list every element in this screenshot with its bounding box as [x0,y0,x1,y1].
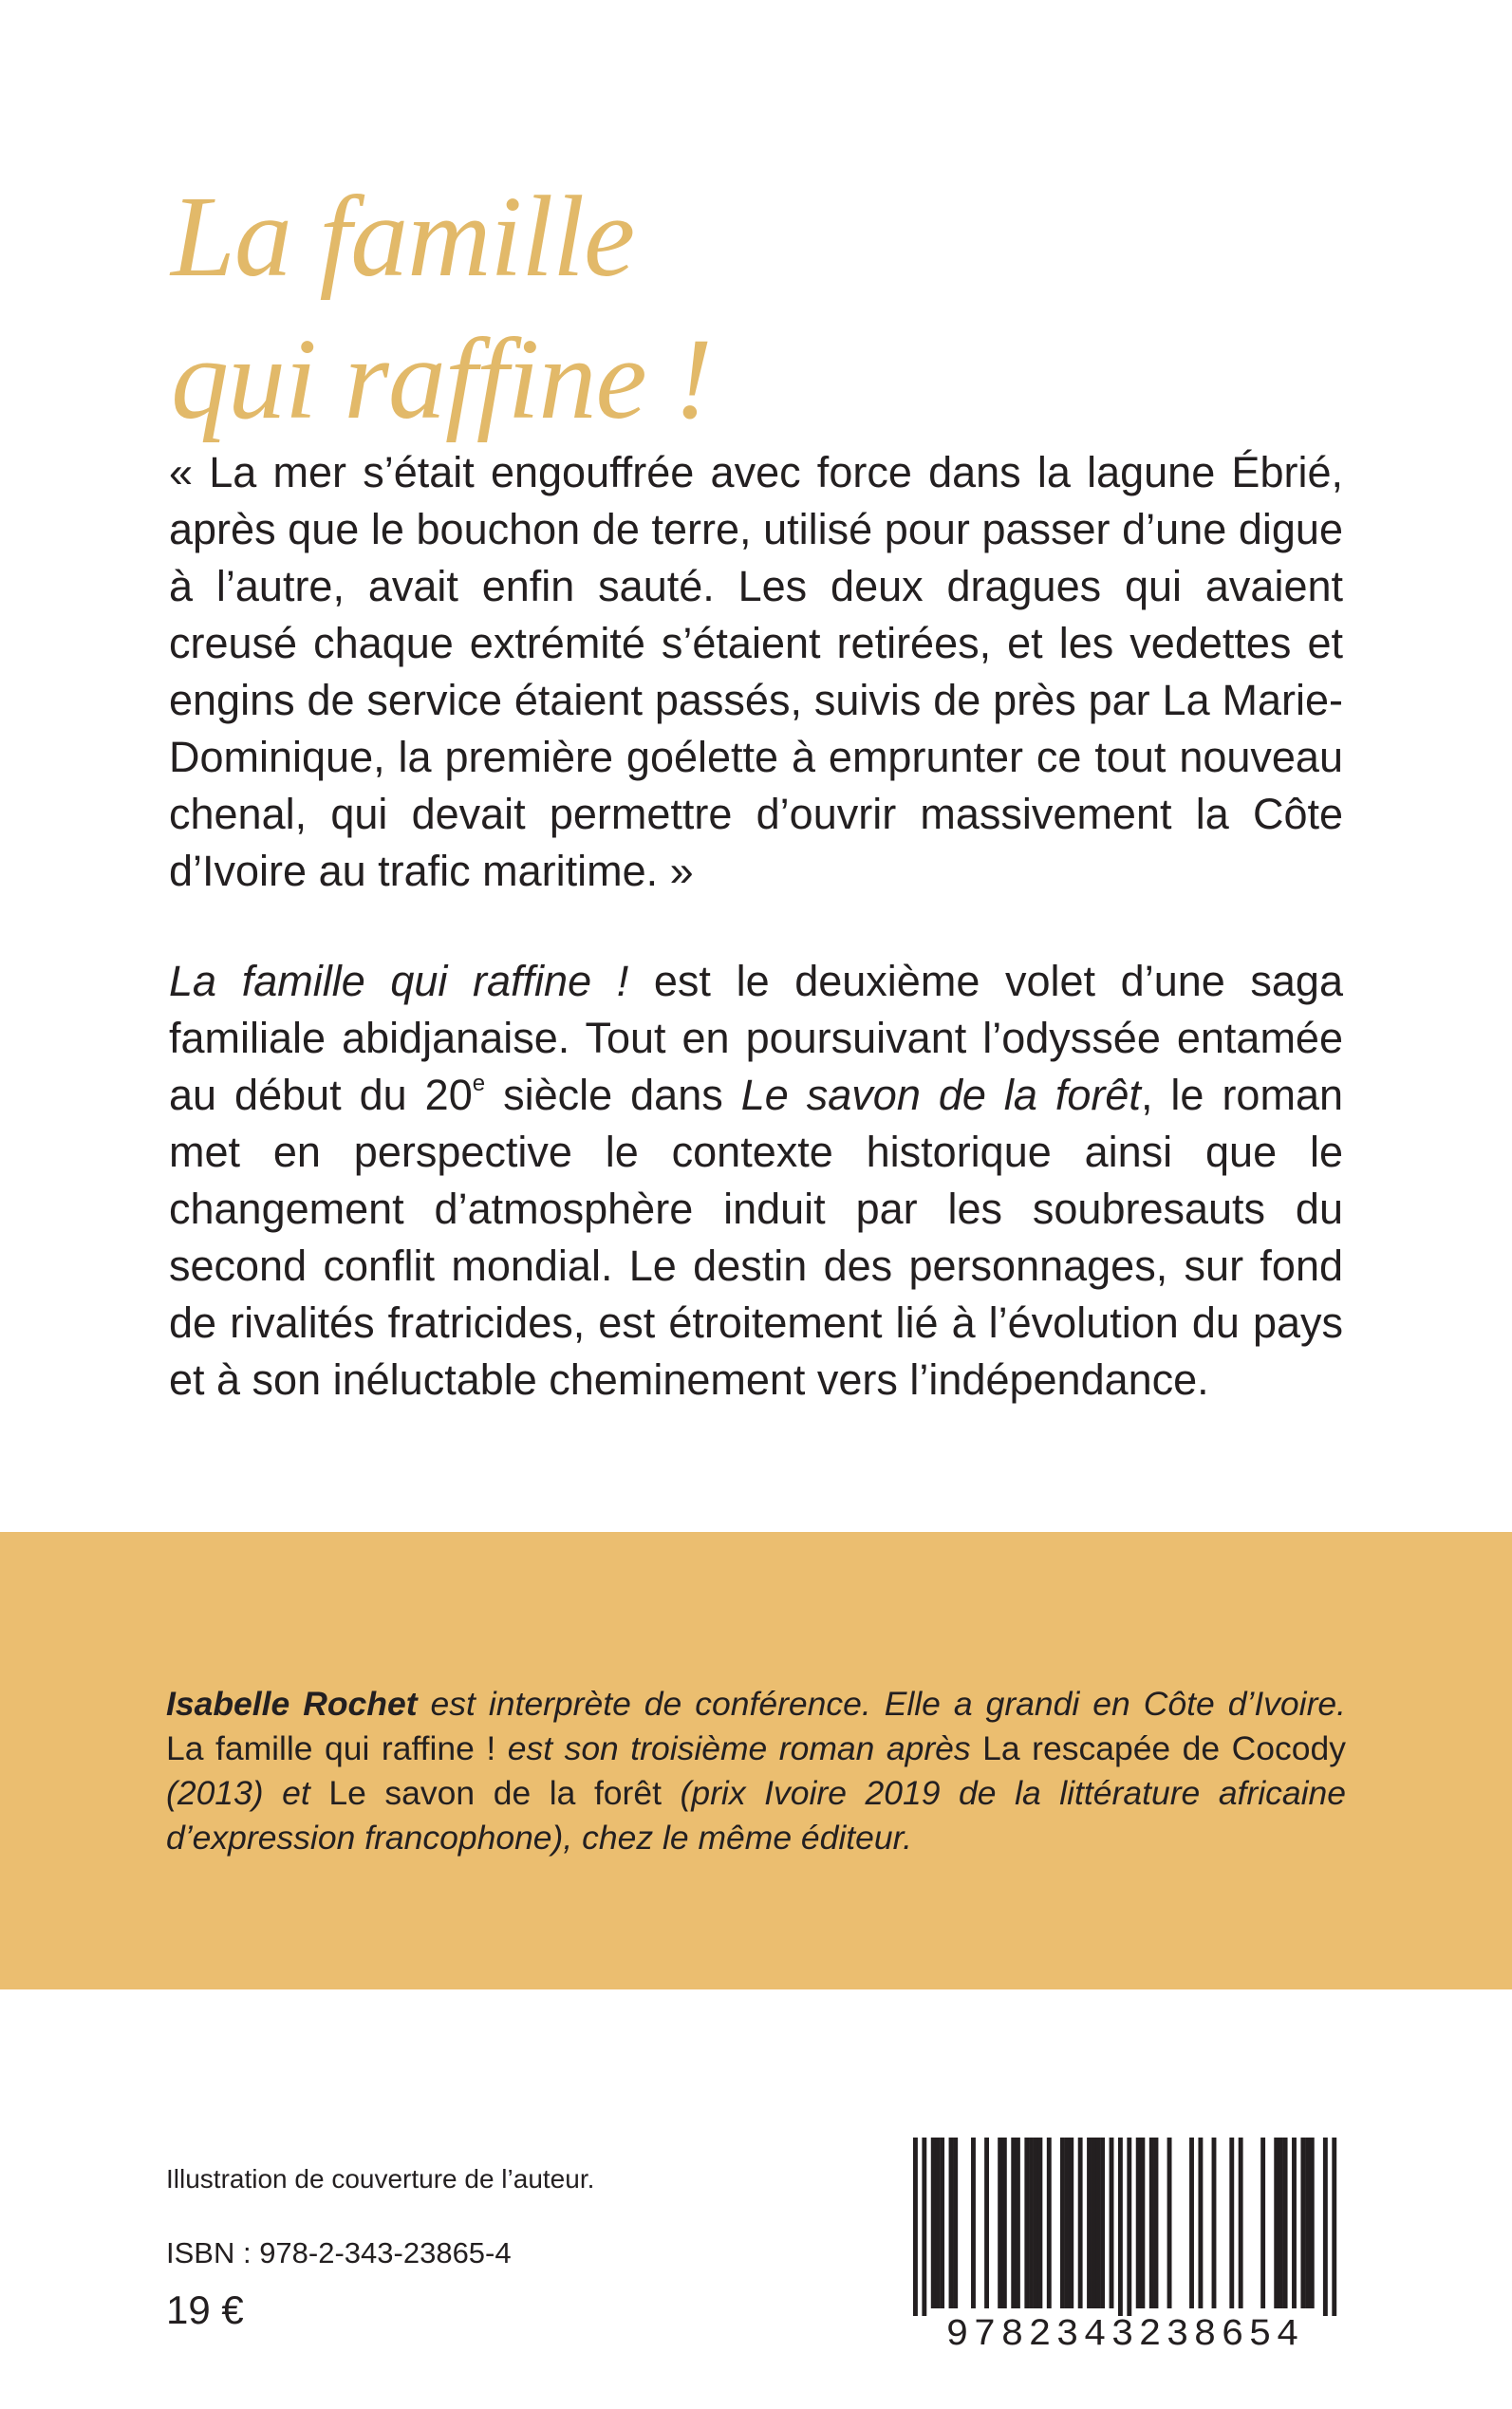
barcode-bar [1260,2138,1265,2308]
barcode-bar [1323,2138,1328,2316]
barcode-bar [1100,2138,1105,2308]
barcode-bar [1149,2138,1154,2308]
barcode-bar [1198,2138,1203,2308]
barcode [902,2138,1348,2356]
barcode-bar [998,2138,1002,2308]
barcode-bar [1110,2138,1114,2308]
bio-text-2: est son troisième roman après [495,1729,983,1767]
author-bio [166,1682,1346,1860]
barcode-bar [1087,2138,1092,2308]
barcode-bar [1037,2138,1042,2308]
barcode-bars [902,2138,1348,2318]
barcode-digits: 9782343238654 [945,2314,1304,2357]
barcode-bar [1069,2138,1073,2308]
excerpt-quote: « La mer s’était engouffrée avec force dans la lagune Ébrié, après que le bouchon de terre, utilisé pour passer d’une digue à l’autre, avait enfin sauté. Les deux dragues qui avaient creusé chaque extrémité s’étaient retirées, et les vedettes et engins de service étaient passés, suivis de près par La Marie-Dominique, la première goélette à emprunter ce tout nouveau chenal, qui devait permettre d’ouvrir massivement la Côte d’Ivoire au trafic maritime. » [169,448,1343,895]
isbn: ISBN : 978-2-343-23865-4 [166,2236,512,2269]
summary-text-2: siècle dans [485,1071,741,1119]
barcode-bar [1167,2138,1172,2308]
barcode-bar [1283,2138,1288,2308]
barcode-bar [1060,2138,1065,2308]
bio-text-3: (2013) et [166,1774,329,1812]
book-title-line2: qui raffine ! [171,315,712,443]
barcode-bar [1011,2138,1016,2308]
barcode-bar [1065,2138,1070,2308]
barcode-bar [1154,2138,1159,2308]
barcode-bar [1078,2138,1083,2308]
barcode-bar [1212,2138,1217,2308]
summary-book-title: La famille qui raffine ! [169,957,629,1005]
summary-text-1: est le deuxième volet d’une saga familiale abidjanaise. Tout en poursuivant l’odyssée entamée au début du 20 [169,957,1343,1119]
barcode-bar [949,2138,954,2308]
book-title [171,166,1025,451]
barcode-bar [1136,2138,1141,2308]
barcode-bar [1189,2138,1194,2308]
barcode-bar [1292,2138,1297,2308]
barcode-bar [1002,2138,1007,2308]
barcode-bar [1047,2138,1052,2308]
barcode-bar [1029,2138,1034,2308]
summary-previous-book: Le savon de la forêt [740,1071,1141,1119]
bio-text-4: (prix Ivoire 2019 de la littérature africaine d’expression francophone), chez le même éditeur. [166,1774,1346,1857]
barcode-bar [935,2138,940,2308]
barcode-bar [931,2138,936,2308]
barcode-bar [984,2138,989,2308]
barcode-bar [1016,2138,1020,2308]
barcode-bar [913,2138,918,2316]
barcode-bar [1095,2138,1100,2308]
price: 19 € [166,2288,244,2332]
bio-book-2: La rescapée de Cocody [982,1729,1346,1767]
barcode-bar [1140,2138,1145,2308]
barcode-bar [953,2138,958,2308]
illustration-credit: Illustration de couverture de l’auteur. [166,2164,595,2194]
barcode-bar [1034,2138,1038,2308]
author-name: Isabelle Rochet [166,1685,418,1723]
barcode-bar [1274,2138,1279,2308]
barcode-bar [1305,2138,1310,2308]
bio-book-1: La famille qui raffine ! [166,1729,496,1767]
barcode-bar [1092,2138,1096,2308]
book-title-line1: La famille [171,173,635,301]
barcode-bar [1127,2138,1131,2316]
barcode-bar [1024,2138,1029,2308]
summary-text-3: , le roman met en perspective le contexte historique ainsi que le changement d’atmosphère induit par les soubresauts du second conflit mondial. Le destin des personnages, sur fond de rivalités fratricides, est étroitement lié à l’évolution du pays et à son inéluctable cheminement vers l’indépendance. [169,1071,1343,1404]
barcode-bar [1300,2138,1305,2308]
book-summary [169,953,1343,1409]
barcode-bar [971,2138,976,2308]
barcode-bar [1118,2138,1123,2316]
barcode-bar [1239,2138,1243,2308]
barcode-bar [1310,2138,1315,2308]
barcode-bar [940,2138,944,2308]
barcode-bar [1279,2138,1283,2308]
summary-superscript: e [472,1071,486,1096]
barcode-bar [922,2138,926,2316]
bio-book-3: Le savon de la forêt [328,1774,662,1812]
bio-text-1: est interprète de conférence. Elle a grandi en Côte d’Ivoire. [417,1685,1346,1723]
barcode-bar [1332,2138,1336,2316]
barcode-bar [1229,2138,1234,2308]
